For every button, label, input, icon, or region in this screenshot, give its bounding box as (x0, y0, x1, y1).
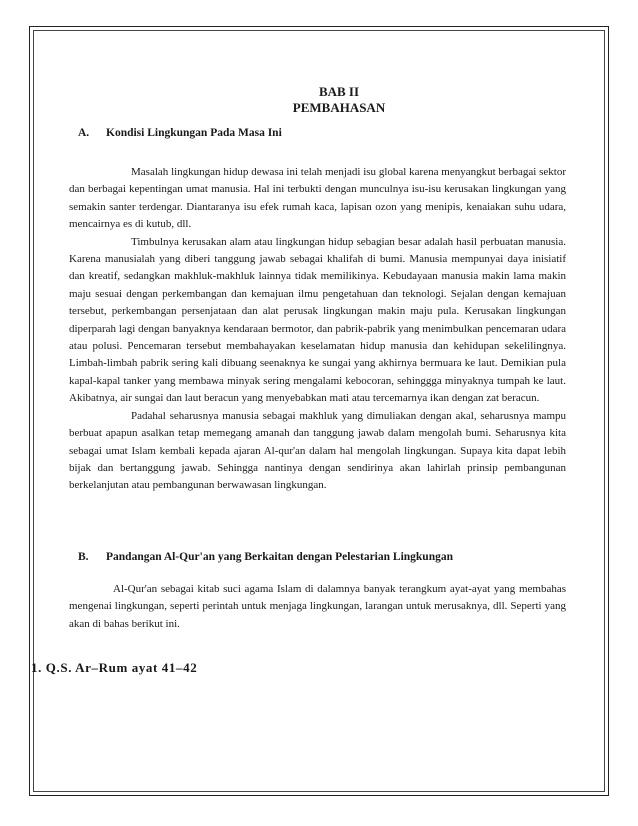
section-b-number: B. (78, 551, 89, 563)
section-a-number: A. (78, 127, 90, 139)
chapter-title: PEMBAHASAN (292, 100, 386, 115)
section-a-body (69, 164, 566, 495)
section-b-paragraph: Al-Qur'an sebagai kitab suci agama Islam di dalamnya banyak terangkum ayat-ayat yang membahas mengenai lingkungan, seperti perintah untuk menjaga lingkungan, larangan untuk merusaknya, dll. Seperti yang akan di bahas berikut ini. (69, 583, 566, 630)
section-b-title: Pandangan Al-Qur'an yang Berkaitan dengan Pelestarian Lingkungan (106, 551, 453, 563)
section-a-paragraph-3: Padahal seharusnya manusia sebagai makhluk yang dimuliakan dengan akal, seharusnya mampu berbuat apapun asalkan tetap memegang amanah dan tanggung jawab dalam mengolah bumi. Seharusnya kita sebagai umat Islam kembali kepada ajaran Al-qur'an dalam hal mengolah lingkungan. Supaya kita dapat lebih bijak dan bertanggung jawab. Sehingga nantinya dengan sendirinya akan lahirlah prinsip pembangunan berkelanjutan atau pembangunan berwawasan lingkungan. (69, 409, 566, 492)
chapter-label: BAB II (318, 84, 360, 99)
subsection-1-title: 1. Q.S. Ar–Rum ayat 41–42 (31, 660, 198, 675)
section-a-paragraph-2: Timbulnya kerusakan alam atau lingkungan hidup sebagian besar adalah hasil perbuatan manusia. Karena manusialah yang diberi tanggung jawab sebagai khalifah di bumi. Manusia mempunyai daya inisiatif dan kreatif, sedangkan makhluk-makhluk lainnya tidak memilikinya. Kebudayaan manusia makin lama makin maju sesuai dengan perkembangan dan kemajuan ilmu pengetahuan dan teknologi. Sejalan dengan kemajuan tersebut, perkembangan persenjataan dan alat perusak lingkungan makin maju pula. Kerusakan lingkungan diperparah lagi dengan banyaknya kendaraan bermotor, dan pabrik-pabrik yang menimbulkan pencemaran udara atau polusi. Pencemaran tersebut membahayakan keselamatan hidup manusia dan kehidupan sekelilingnya. Limbah-limbah pabrik sering kali dibuang seenaknya ke sungai yang akhirnya bermuara ke laut. Demikian pula kapal-kapal tanker yang membawa minyak sering mengalami kebocoran, sehinggga minyaknya tumpah ke laut. Akibatnya, air sungai dan laut beracun yang menyebabkan mati atau tercemarnya ikan dengan zat beracun. (69, 235, 566, 405)
section-a-title: Kondisi Lingkungan Pada Masa Ini (106, 127, 282, 139)
section-b-heading (78, 551, 453, 563)
section-a-heading (78, 127, 282, 139)
section-a-paragraph-1: Masalah lingkungan hidup dewasa ini telah menjadi isu global karena menyangkut berbagai sektor dan berbagai kepentingan umat manusia. Hal ini terbukti dengan munculnya isu-isu kerusakan lingkungan yang semakin santer terdengar. Diantaranya isu efek rumah kaca, lapisan ozon yang menipis, kenaiakan suhu udara, mencairnya es di kutub, dll. (69, 166, 566, 231)
